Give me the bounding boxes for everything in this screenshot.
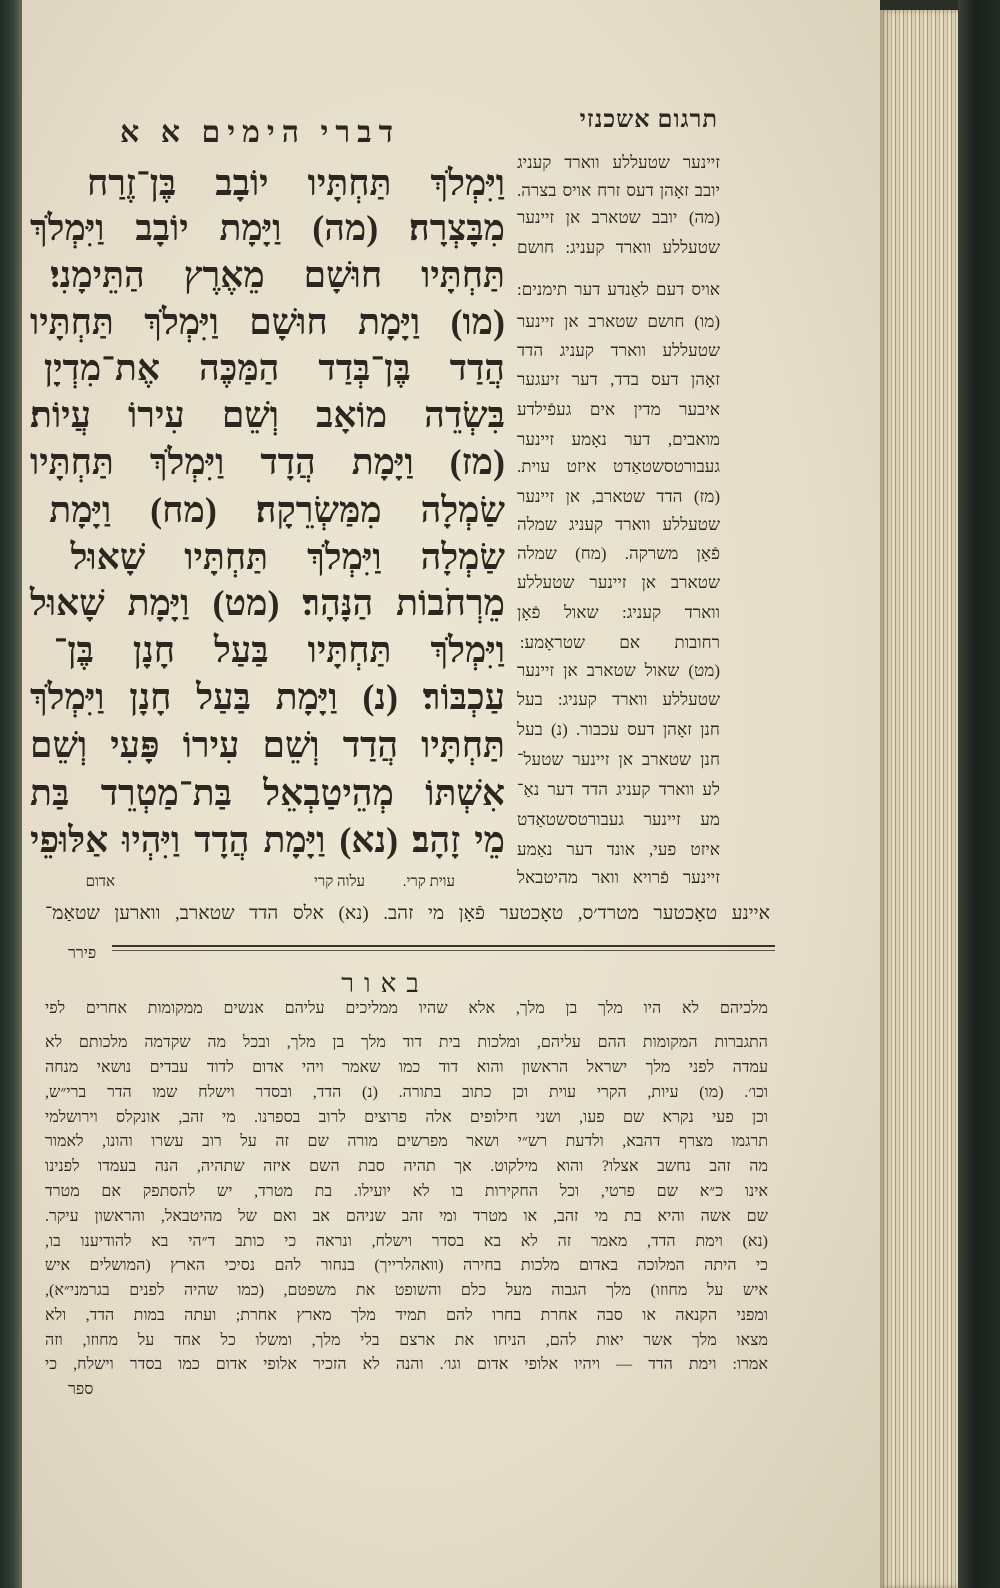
binding-left [0,0,22,1588]
targum-line: שטארב אן זיינער שטעללע [517,573,720,592]
targum-line: (מו) חושם שטארב אן זיינער [517,312,720,331]
biur-line: איש על מחוזו) מלך הגבוה מעל כלם והשופט את משפטם, (כמו שהיה לפנים בגרמני״א), [45,1282,768,1299]
targum-line: מואבים, דער נאָמע זיינער [517,430,720,449]
biur-line: מה זהב נחשב אצלו? והוא מילקוט. אך תהיה סבת השם איזה שתהיה, הנה בעמדו לפנינו [45,1158,768,1175]
catchword: אדום [85,874,115,890]
page-edges [880,10,958,1588]
scripture-line: (מו) וַיָּמָת חוּשָׁם וַיִּמְלֹךְ תַּחְתָּיו [30,302,505,342]
scripture-line: מֵי זָהָב׃ (נא) וַיָּמָת הֲדָד וַיִּהְיוּ אַלּוּפֵי [30,820,505,860]
targum-line: מע זיינער געבורטסשטאַדט [517,810,720,829]
qere-note: עוית קרי. [402,874,455,890]
scripture-line: וַיִּמְלֹךְ תַּחְתָּיו בַּעַל חָנָן בֶּן־ [53,630,505,670]
biur-line: וכן פעי נקרא שם פעו, ושני חילופים אלה פרוצים לרוב בספרנו. מי זהב, אונקלס וירושלמי [45,1109,768,1126]
section-divider [112,945,775,947]
targum-line: (מה) יובב שטארב אן זיינער [517,208,720,227]
targum-line: איבער מדין אים געפֿילדע [517,400,720,419]
scripture-line: עַכְבּוֹר׃ (נ) וַיָּמָת בַּעַל חָנָן וַיִּמְלֹךְ [30,677,505,717]
targum-line: שטעללע ווארד קעניג: חושם [517,238,720,257]
scripture-line: (מז) וַיָּמָת הֲדָד וַיִּמְלֹךְ תַּחְתָּיו [30,442,505,482]
biur-line: ומפני הקנאה או סבה אחרת בחרו להם תמיד מלך מארץ אחרת; ועתה במות הדד, ולא [45,1307,768,1324]
scripture-line: מֵרְחֹבוֹת הַנָּהָר׃ (מט) וַיָּמָת שָׁאוּל [30,583,505,623]
targum-line: פֿאָן משרקה. (מח) שמלה [517,544,720,563]
targum-line: ווארד קעניג: שאול פֿאָן [517,603,720,622]
targum-line: לע ווארד קעניג הדד דער נאַ־ [517,780,720,799]
targum-line: שטעללע ווארד קעניג הדד [517,341,720,360]
scripture-line: בִּשְׂדֵה מוֹאָב וְשֵׁם עִירוֹ עֲיוֹת׃ [30,395,505,435]
targum-line: שטעללע ווארד קעניג: בעל [517,690,720,709]
biur-line: (נא) וימת הדד, מאמר זה לא בא בסדר וישלח, ונראה כי כותב ד״הי בא להודיענו בו, [45,1233,768,1250]
biur-line: מלכיהם לא היו מלך בן מלך, אלא שהיו ממליכים עליהם אנשים ממקומות אחרים לפי [45,1000,768,1017]
biur-title: באור [341,969,429,998]
targum-line: געבורטסשטאַדט איזט עוית. [517,457,720,476]
biur-line: וכו׳. (מו) עיות, הקרי עוית וכן כתוב בתורה. (נ) הדד, ובסדר וישלח שמו הדר ברי״ש, [45,1084,768,1101]
targum-line: זיינער שטעללע ווארד קעניג [517,153,720,172]
scripture-line: הֲדַד בֶּן־בְּדַד הַמַּכֶּה אֶת־מִדְיָן [43,348,505,388]
section-divider [112,950,775,951]
targum-line: שטעללע ווארד קעניג שמלה [517,515,720,534]
targum-line: (מט) שאול שטארב אן זיינער [517,661,720,680]
biur-line: עמדה לפני מלך ישראל הראשון והוא דוד כמו שאמר ויהי אדום לדוד עבדים נושאי מנחה [45,1059,768,1076]
biur-line: אמרו: וימת הדד — ויהיו אלופי אדום וגו׳. והנה לא הזכיר אלופי אדום כמו בסדר וישלח, כי [45,1356,768,1373]
targum-line: חנן שטארב אן זיינער שטעל־ [517,750,720,769]
targum-continuation-line: איינע טאָכטער מטרד׳ס, טאָכטער פֿאָן מי זהב. (נא) אלס הדד שטארב, ווארען שטאַמ־ [45,903,770,924]
targum-line: אויס דעם לאַנדע דער תימנים: [517,280,720,299]
biur-line: אינו כ״א שם פרטי, וכל החקירות בו לא יועילו. בת מטרד, יש להסתפק אם מטרד [45,1183,768,1200]
scripture-header: דברי הימים א א [119,116,400,149]
scripture-line: תַּחְתָּיו הֲדַד וְשֵׁם עִירוֹ פָּעִי וְשֵׁם [30,725,505,765]
targum-line: זיינער פֿרויא וואר מהיטבאל [517,868,720,887]
targum-line: רחובות אם שטראָמע: [519,633,720,652]
targum-line: (מז) הדד שטארב, אן זיינער [517,487,720,506]
scripture-line: וַיִּמְלֹךְ תַּחְתָּיו יוֹבָב בֶּן־זֶרַח [86,163,505,203]
biur-line: שם אשה והיא בת מי זהב, או מטרד ומי זהב שניהם אב ואם של מהיטבאל, והראשון עיקר. [45,1208,768,1225]
biur-line: כי היתה המלוכה באדום מלכות בחירה (וואהלרייך) בנחור להם נסיכי הארץ (המושלים איש [45,1257,768,1274]
scripture-line: שַׂמְלָה מִמַּשְׂרֵקָה׃ (מח) וַיָּמָת [49,490,505,530]
catchword: ספר [68,1381,94,1398]
qere-note: עלוה קרי [313,874,365,890]
targum-continuation-end: פירר [68,945,97,962]
targum-line: חנן זאָהן דעס עכבור. (נ) בעל [517,720,720,739]
scripture-line: שַׂמְלָה וַיִּמְלֹךְ תַּחְתָּיו שָׁאוּל [70,537,505,577]
scripture-line: מִבָּצְרָה׃ (מה) וַיָּמָת יוֹבָב וַיִּמְלֹךְ [30,208,505,248]
scripture-line: אִשְׁתּוֹ מְהֵיטַבְאֵל בַּת־מַטְרֵד בַּת [30,773,505,813]
targum-line: זאָהן דעס בדד, דער זיעגער [517,370,720,389]
targum-line: יובב זאָהן דעס זרח אויס בצרה. [517,181,720,200]
biur-line: מצאו מלך אשר יאות להם, הניחו את ארצם בלי מלך, ומשלו כל אחד על מחוזו, וזה [45,1332,768,1349]
cover-board-right [958,0,1000,1588]
targum-header: תרגום אשכנזי [579,107,718,133]
biur-line: תרגמו מצרף דהבא, ולדעת רש״י ושאר מפרשים מורה שם זה על רוב עשרו והונו, לאמור [45,1133,768,1150]
scripture-line: תַּחְתָּיו חוּשָׁם מֵאֶרֶץ הַתֵּימָנִי׃ [50,255,505,295]
biur-line: התגברות המקומות ההם עליהם, ומלכות בית דוד מלך בן מלך, ובכל מה שקדמה מלכותם לא [45,1034,768,1051]
targum-line: איזט פעי, אונד דער נאַמע [517,840,720,859]
